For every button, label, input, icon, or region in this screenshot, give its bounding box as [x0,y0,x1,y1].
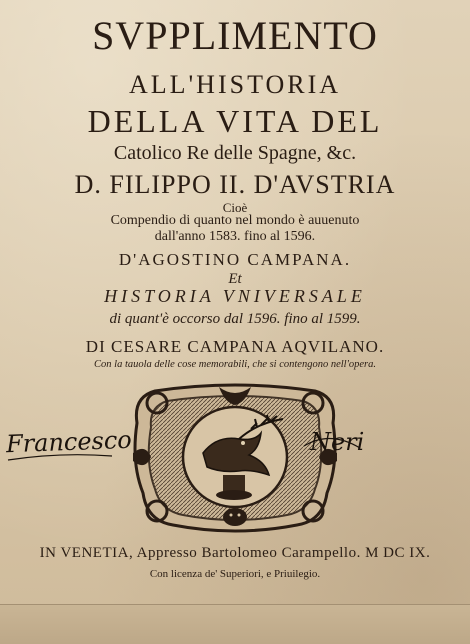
subtitle-line: HISTORIA VNIVERSALE [104,286,366,306]
second-author-line: DI CESARE CAMPANA AQVILANO. [85,337,385,356]
title-line-6: Cioè [222,200,248,215]
title-line-7: Compendio di quanto nel mondo è auuenuto [110,213,360,228]
title-line-8: dall'anno 1583. fino al 1596. [154,229,316,244]
title-line-5: D. FILIPPO II. D'AVSTRIA [74,170,396,199]
signature-left: Francesco [5,425,133,459]
conjunction-line: Et [228,271,242,287]
imprint-line: IN VENETIA, Appresso Bartolomeo Carampello. M DC IX. [39,545,431,561]
author-line: D'AGOSTINO CAMPANA. [118,250,352,269]
title-line-3: DELLA VITA DEL [87,103,383,139]
title-line-2: ALL'HISTORIA [128,70,342,99]
title-main: SVPPLIMENTO [92,13,378,58]
index-note-line: Con la tauola delle cose memorabili, che si contengono nell'opera. [94,359,376,370]
license-line: Con licenza de' Superiori, e Priuilegio. [149,568,321,580]
title-line-4: Catolico Re delle Spagne, &c. [113,142,357,164]
signature-right: Neri [310,428,365,456]
subtitle-range-line: di quant'è occorso dal 1596. fino al 1599. [109,311,361,327]
page-bottom-edge [0,604,470,644]
